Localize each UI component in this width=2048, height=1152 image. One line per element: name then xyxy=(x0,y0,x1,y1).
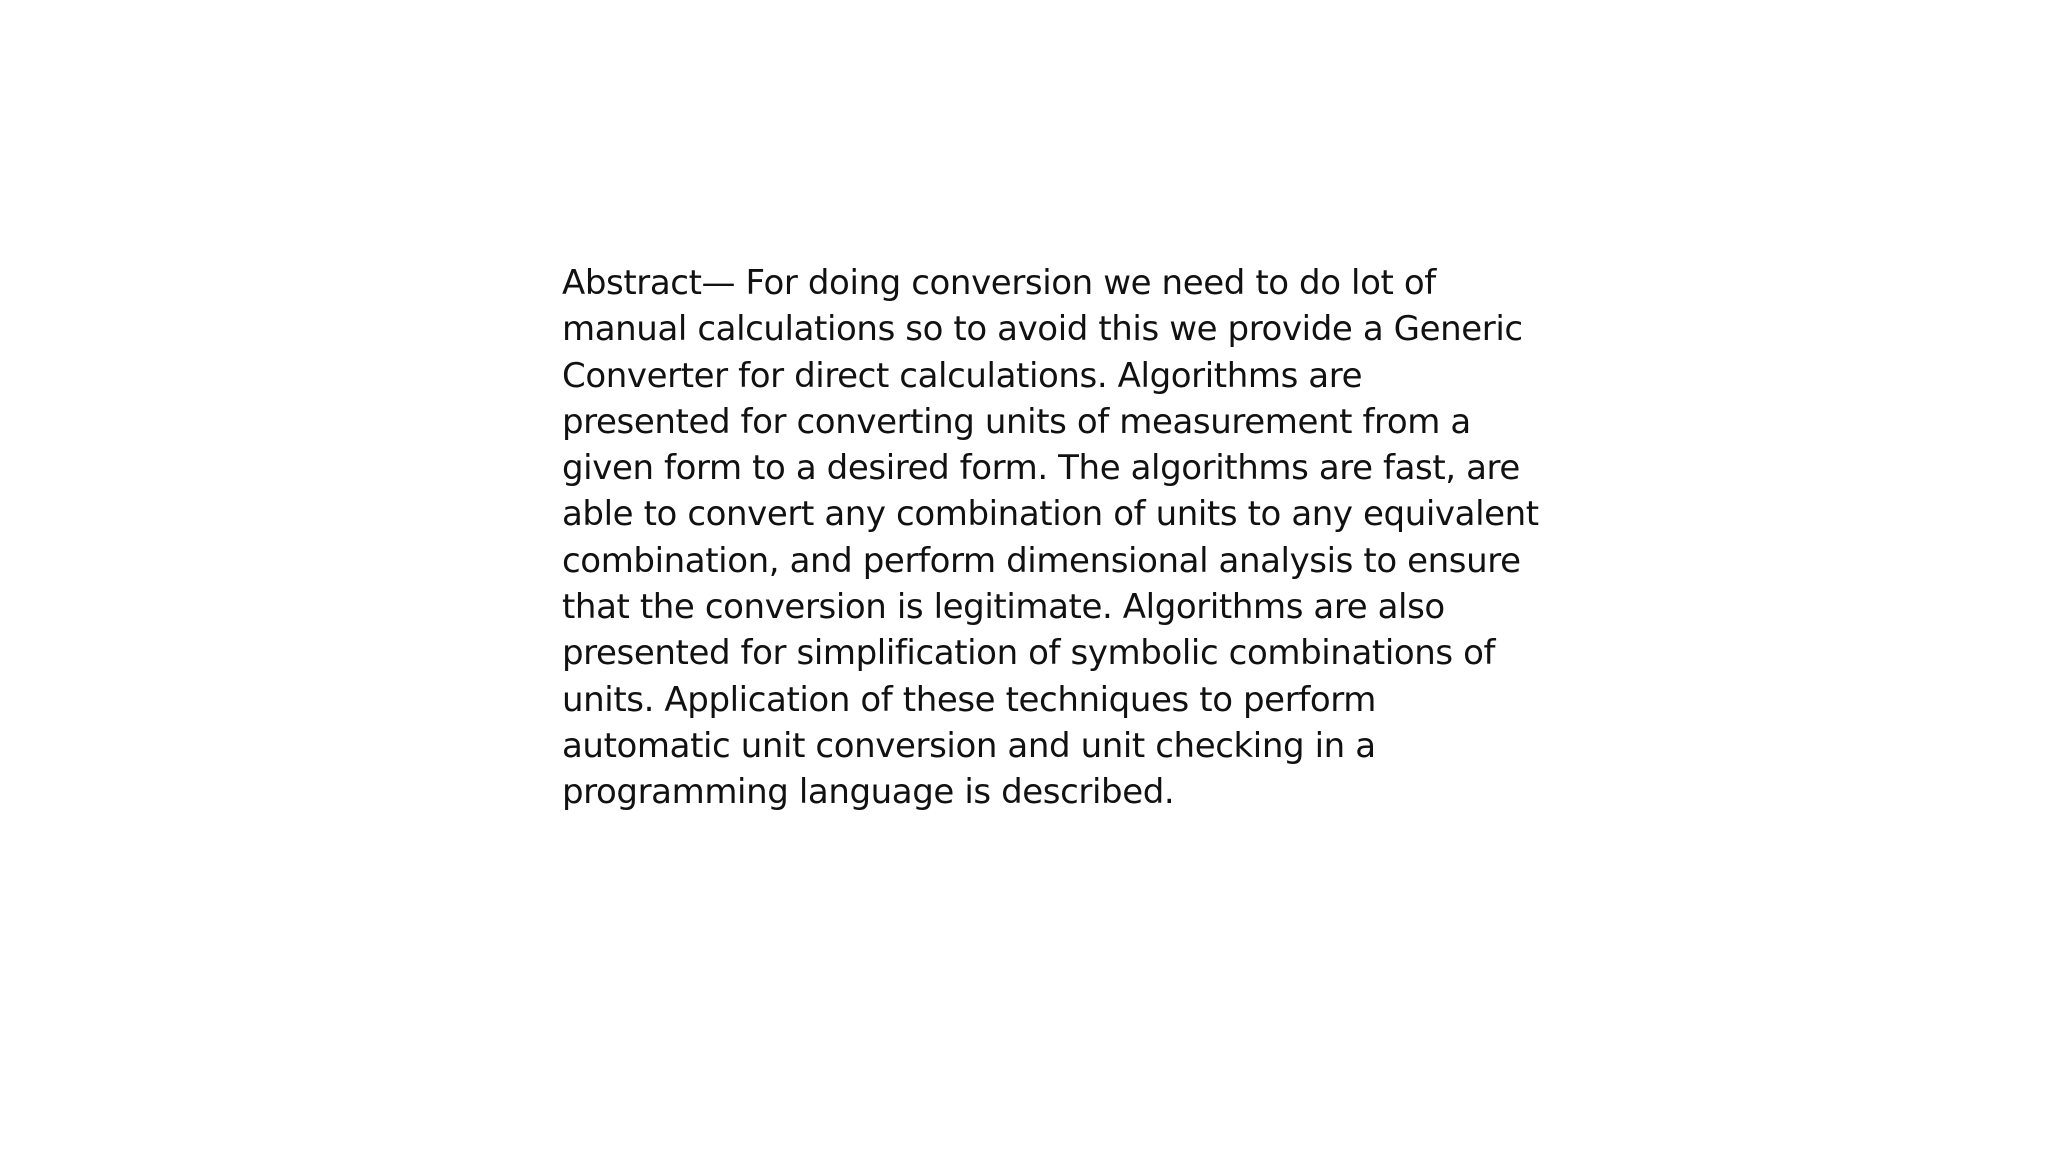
abstract-line: Abstract— For doing conversion we need to do lot of xyxy=(562,263,1436,303)
abstract-line: able to convert any combination of units to any equivalent xyxy=(562,494,1539,535)
abstract-line: that the conversion is legitimate. Algorithms are also xyxy=(562,587,1445,628)
abstract-line: programming language is described. xyxy=(562,772,1175,813)
abstract-line: units. Application of these techniques to perform xyxy=(562,679,1376,720)
abstract-line: presented for converting units of measurement from a xyxy=(562,401,1471,442)
abstract-line: combination, and perform dimensional analysis to ensure xyxy=(562,540,1521,581)
abstract-line: manual calculations so to avoid this we provide a Generic xyxy=(562,309,1523,350)
abstract-line: given form to a desired form. The algorithms are fast, are xyxy=(562,448,1520,489)
abstract-line: automatic unit conversion and unit checking in a xyxy=(562,725,1376,766)
abstract-line: Converter for direct calculations. Algorithms are xyxy=(562,355,1363,396)
abstract-paragraph xyxy=(562,260,1539,816)
abstract-line: presented for simplification of symbolic combinations of xyxy=(562,633,1496,674)
